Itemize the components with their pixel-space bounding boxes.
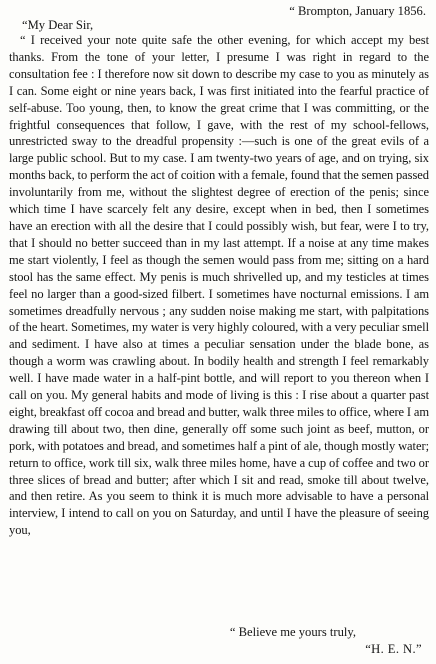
signature: “H. E. N.” — [365, 642, 422, 656]
salutation: “My Dear Sir, — [22, 18, 94, 32]
closing-line: “ Believe me yours truly, — [229, 625, 356, 639]
dateline: “ Brompton, January 1856. — [289, 4, 426, 18]
letter-body: “ I received your note quite safe the other evening, for which accept my best thanks. From the tone of your letter, I presume I was right in regard to the consultation fee : I therefore now sit down to describe my case to you as minutely as I can. Some eight or nine years back, I was first initiated into the fearful practice of self-abuse. Too young, then, to know the great crime that I was committing, or the frightful consequences that follow, I gave, with the rest of my school-fellows, unrestricted sway to the dreadful propensity :—such is one of the great evils of a large public school. But to my case. I am twenty-two years of age, and on trying, six months back, to perform the act of coition with a female, found that the semen passed involuntarily from me, without the slightest degree of erection of the penis; since which time I have scarcely felt any desire, except when in bed, then I sometimes have an erection with all the desire that I could possibly wish, but fear, were I to try, that I should no better succeed than in my last attempt. If a noise at any time makes me start violently, I feel as though the semen would pass from me; sitting on a hard stool has the same effect. My penis is much shrivelled up, and my testicles at times feel no larger than a good-sized filbert. I sometimes have nocturnal emissions. I am sometimes dreadfully nervous ; any sudden noise making me start, with palpitations of the heart. Sometimes, my water is very highly coloured, with a very peculiar smell and sediment. I have also at times a peculiar sensation under the blade bone, as though a worm was crawling about. In bodily health and strength I feel remarkably well. I have made water in a half-pint bottle, and will report to you thereon when I call on you. My general habits and mode of living is this : I rise about a quarter past eight, breakfast off cocoa and bread and butter, walk three miles to office, where I am drawing till about two, then dine, generally off some such joint as beef, mutton, or pork, with potatoes and bread, and sometimes half a pint of ale, though mostly water; return to office, work till six, walk three miles home, have a cup of coffee and two or three slices of bread and butter; after which I sit and read, smoke till about twelve, and then retire. As you seem to think it is much more advisable to have a personal interview, I intend to call on you on Saturday, and until I have the pleasure of seeing you, — [9, 33, 429, 538]
